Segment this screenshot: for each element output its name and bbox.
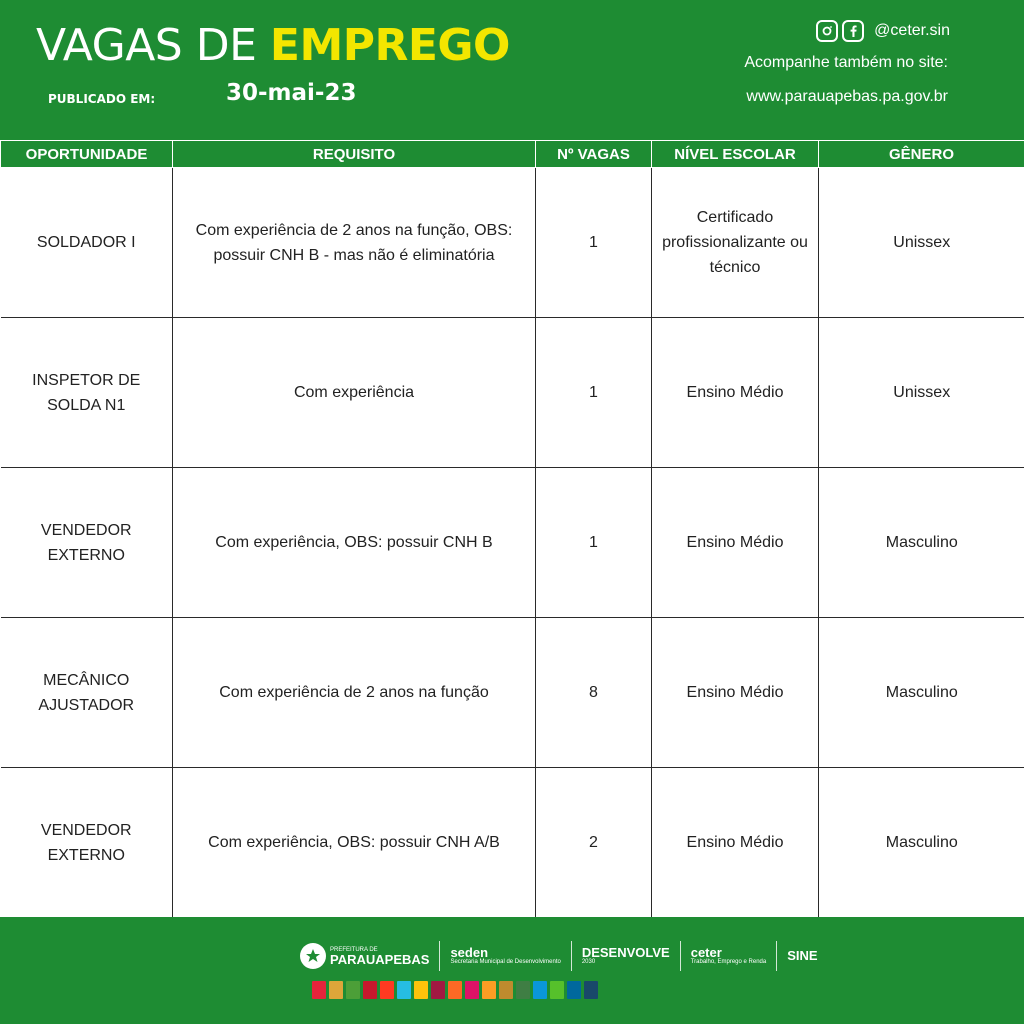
logo-sub: PREFEITURA DE (330, 946, 378, 953)
logo-sub: 2030 (581, 958, 596, 965)
logo-prefeitura-parauapebas (300, 943, 429, 969)
sdg-goal-icon (550, 981, 564, 999)
logo-name: DESENVOLVE (581, 944, 670, 960)
cell-nivel-escolar: Ensino Médio (652, 468, 819, 618)
sdg-goal-icon (567, 981, 581, 999)
cell-vagas: 1 (536, 468, 652, 618)
table-row (1, 318, 1024, 468)
cell-vagas: 8 (536, 618, 652, 768)
logo-ceter (690, 944, 767, 966)
table-row (1, 168, 1024, 318)
site-url-link[interactable]: www.parauapebas.pa.gov.br (746, 88, 948, 105)
page-title (36, 16, 510, 76)
cell-vagas: 2 (536, 768, 652, 918)
logo-name: ceter (690, 944, 722, 960)
cell-vagas: 1 (536, 318, 652, 468)
cell-oportunidade: INSPETOR DE SOLDA N1 (1, 318, 173, 468)
logo-sine (787, 950, 817, 962)
header-banner (0, 0, 1024, 140)
facebook-icon[interactable] (842, 20, 864, 42)
logo-name: seden (450, 944, 489, 960)
logo-seden (450, 944, 561, 966)
column-header-nivel-escolar: NÍVEL ESCOLAR (652, 141, 819, 168)
published-label: PUBLICADO EM: (48, 92, 156, 106)
sdg-goal-icon (533, 981, 547, 999)
cell-oportunidade: MECÂNICO AJUSTADOR (1, 618, 173, 768)
table-row (1, 468, 1024, 618)
sdg-goal-icon (431, 981, 445, 999)
logo-desenvolve (581, 944, 670, 966)
instagram-icon[interactable] (816, 20, 838, 42)
cell-requisito: Com experiência de 2 anos na função, OBS: possuir CNH B - mas não é eliminatória (173, 168, 536, 318)
partner-logos (300, 941, 818, 971)
jobs-table-container (0, 140, 1024, 917)
sdg-icons-strip (312, 981, 598, 999)
published-date: 30-mai-23 (226, 80, 357, 106)
table-row (1, 768, 1024, 918)
cell-genero: Masculino (819, 768, 1024, 918)
cell-nivel-escolar: Ensino Médio (652, 618, 819, 768)
sdg-goal-icon (363, 981, 377, 999)
cell-oportunidade: VENDEDOR EXTERNO (1, 768, 173, 918)
cell-vagas: 1 (536, 168, 652, 318)
divider (680, 941, 681, 971)
cell-genero: Unissex (819, 168, 1024, 318)
sdg-goal-icon (482, 981, 496, 999)
jobs-table (0, 140, 1024, 918)
sdg-goal-icon (465, 981, 479, 999)
column-header-oportunidade: OPORTUNIDADE (1, 141, 173, 168)
cell-oportunidade: SOLDADOR I (1, 168, 173, 318)
divider (776, 941, 777, 971)
site-caption: Acompanhe também no site: (744, 54, 948, 71)
cell-requisito: Com experiência, OBS: possuir CNH B (173, 468, 536, 618)
cell-nivel-escolar: Ensino Médio (652, 318, 819, 468)
column-header-vagas: Nº VAGAS (536, 141, 652, 168)
social-handle[interactable]: @ceter.sin (874, 22, 950, 39)
sdg-goal-icon (329, 981, 343, 999)
logo-sub: Trabalho, Emprego e Renda (690, 958, 767, 965)
sdg-goal-icon (499, 981, 513, 999)
sdg-goal-icon (516, 981, 530, 999)
cell-nivel-escolar: Certificado profissionalizante ou técnico (652, 168, 819, 318)
sdg-goal-icon (397, 981, 411, 999)
divider (571, 941, 572, 971)
sdg-goal-icon (448, 981, 462, 999)
table-row (1, 618, 1024, 768)
cell-requisito: Com experiência (173, 318, 536, 468)
cell-genero: Masculino (819, 618, 1024, 768)
star-icon (300, 943, 326, 969)
social-links (816, 20, 950, 42)
footer-banner (0, 917, 1024, 1024)
sdg-goal-icon (584, 981, 598, 999)
divider (439, 941, 440, 971)
cell-requisito: Com experiência, OBS: possuir CNH A/B (173, 768, 536, 918)
title-light: VAGAS DE (36, 20, 257, 71)
column-header-requisito: REQUISITO (173, 141, 536, 168)
sdg-goal-icon (346, 981, 360, 999)
cell-oportunidade: VENDEDOR EXTERNO (1, 468, 173, 618)
cell-genero: Masculino (819, 468, 1024, 618)
logo-name: PARAUAPEBAS (330, 951, 430, 967)
cell-genero: Unissex (819, 318, 1024, 468)
title-bold: EMPREGO (269, 20, 510, 71)
logo-sub: Secretaria Municipal de Desenvolvimento (450, 958, 561, 965)
table-header-row (1, 141, 1024, 168)
logo-name: SINE (787, 948, 818, 963)
sdg-goal-icon (380, 981, 394, 999)
sdg-goal-icon (414, 981, 428, 999)
column-header-genero: GÊNERO (819, 141, 1024, 168)
sdg-goal-icon (312, 981, 326, 999)
cell-requisito: Com experiência de 2 anos na função (173, 618, 536, 768)
cell-nivel-escolar: Ensino Médio (652, 768, 819, 918)
